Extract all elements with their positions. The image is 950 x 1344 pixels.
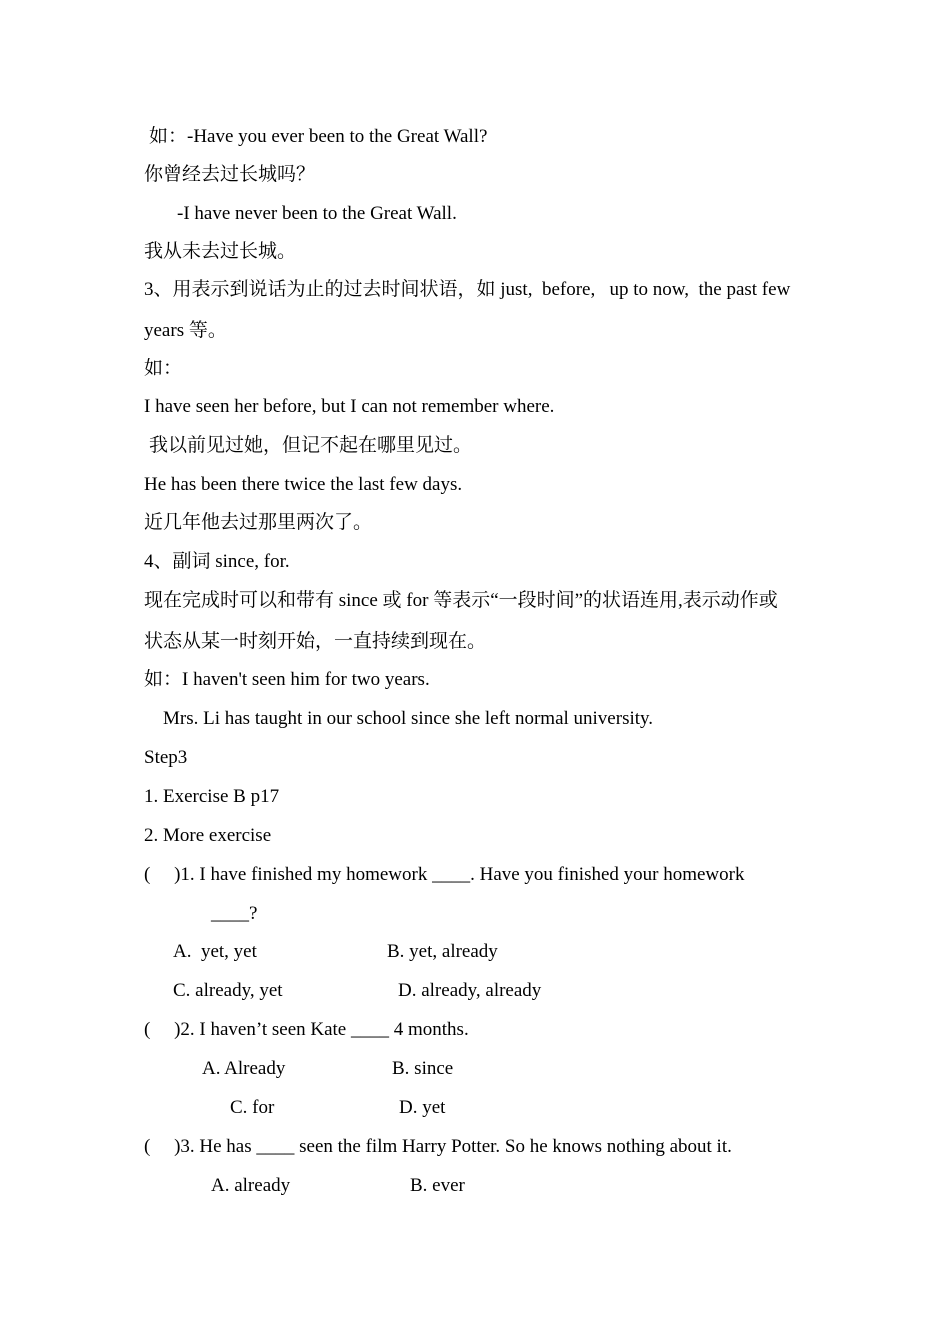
example-question-translation: 你曾经去过长城吗？ <box>144 164 316 185</box>
question-1-option-a: A. yet, yet <box>173 941 257 962</box>
question-2-option-a: A. Already <box>202 1058 286 1079</box>
rule-4-example-2: Mrs. Li has taught in our school since she left normal university. <box>163 708 654 729</box>
example-sentence-1-translation: 我以前见过她，但记不起在哪里见过。 <box>149 435 473 456</box>
question-2-option-c: C. for <box>230 1097 275 1118</box>
question-3: ( )3. He has ____ seen the film Harry Potter. So he knows nothing about it. <box>144 1136 732 1157</box>
question-2: ( )2. I haven’t seen Kate ____ 4 months. <box>144 1019 469 1040</box>
exercise-item-1: 1. Exercise B p17 <box>144 786 280 807</box>
question-3-option-b: B. ever <box>410 1175 465 1196</box>
rule-3-heading: 3、用表示到说话为止的过去时间状语，如 just, before, up to now, the past few <box>144 279 791 300</box>
example-question: 如：-Have you ever been to the Great Wall? <box>149 126 488 147</box>
rule-4-body: 现在完成时可以和带有 since 或 for 等表示“一段时间”的状语连用,表示动作或 <box>144 590 778 611</box>
rule-3-heading-cont: years 等。 <box>144 320 227 341</box>
rule-4-example-1: 如：I haven't seen him for two years. <box>144 669 430 690</box>
question-1: ( )1. I have finished my homework ____. Have you finished your homework <box>144 864 745 885</box>
question-2-option-d: D. yet <box>399 1097 446 1118</box>
example-answer-translation: 我从未去过长城。 <box>144 241 297 262</box>
rule-4-heading: 4、副词 since, for. <box>144 551 290 572</box>
example-answer: -I have never been to the Great Wall. <box>177 203 457 224</box>
example-sentence-2-translation: 近几年他去过那里两次了。 <box>144 512 373 533</box>
question-2-option-b: B. since <box>392 1058 454 1079</box>
exercise-item-2: 2. More exercise <box>144 825 272 846</box>
example-sentence-2: He has been there twice the last few days. <box>144 474 463 495</box>
question-1-cont: ____? <box>211 903 258 924</box>
question-3-option-a: A. already <box>211 1175 291 1196</box>
rule-4-body-cont: 状态从某一时刻开始，一直持续到现在。 <box>144 631 487 652</box>
question-1-option-b: B. yet, already <box>387 941 498 962</box>
question-1-option-d: D. already, already <box>398 980 542 1001</box>
example-label: 如： <box>144 358 183 379</box>
step-heading: Step3 <box>144 747 188 768</box>
example-sentence-1: I have seen her before, but I can not remember where. <box>144 396 555 417</box>
question-1-option-c: C. already, yet <box>173 980 283 1001</box>
